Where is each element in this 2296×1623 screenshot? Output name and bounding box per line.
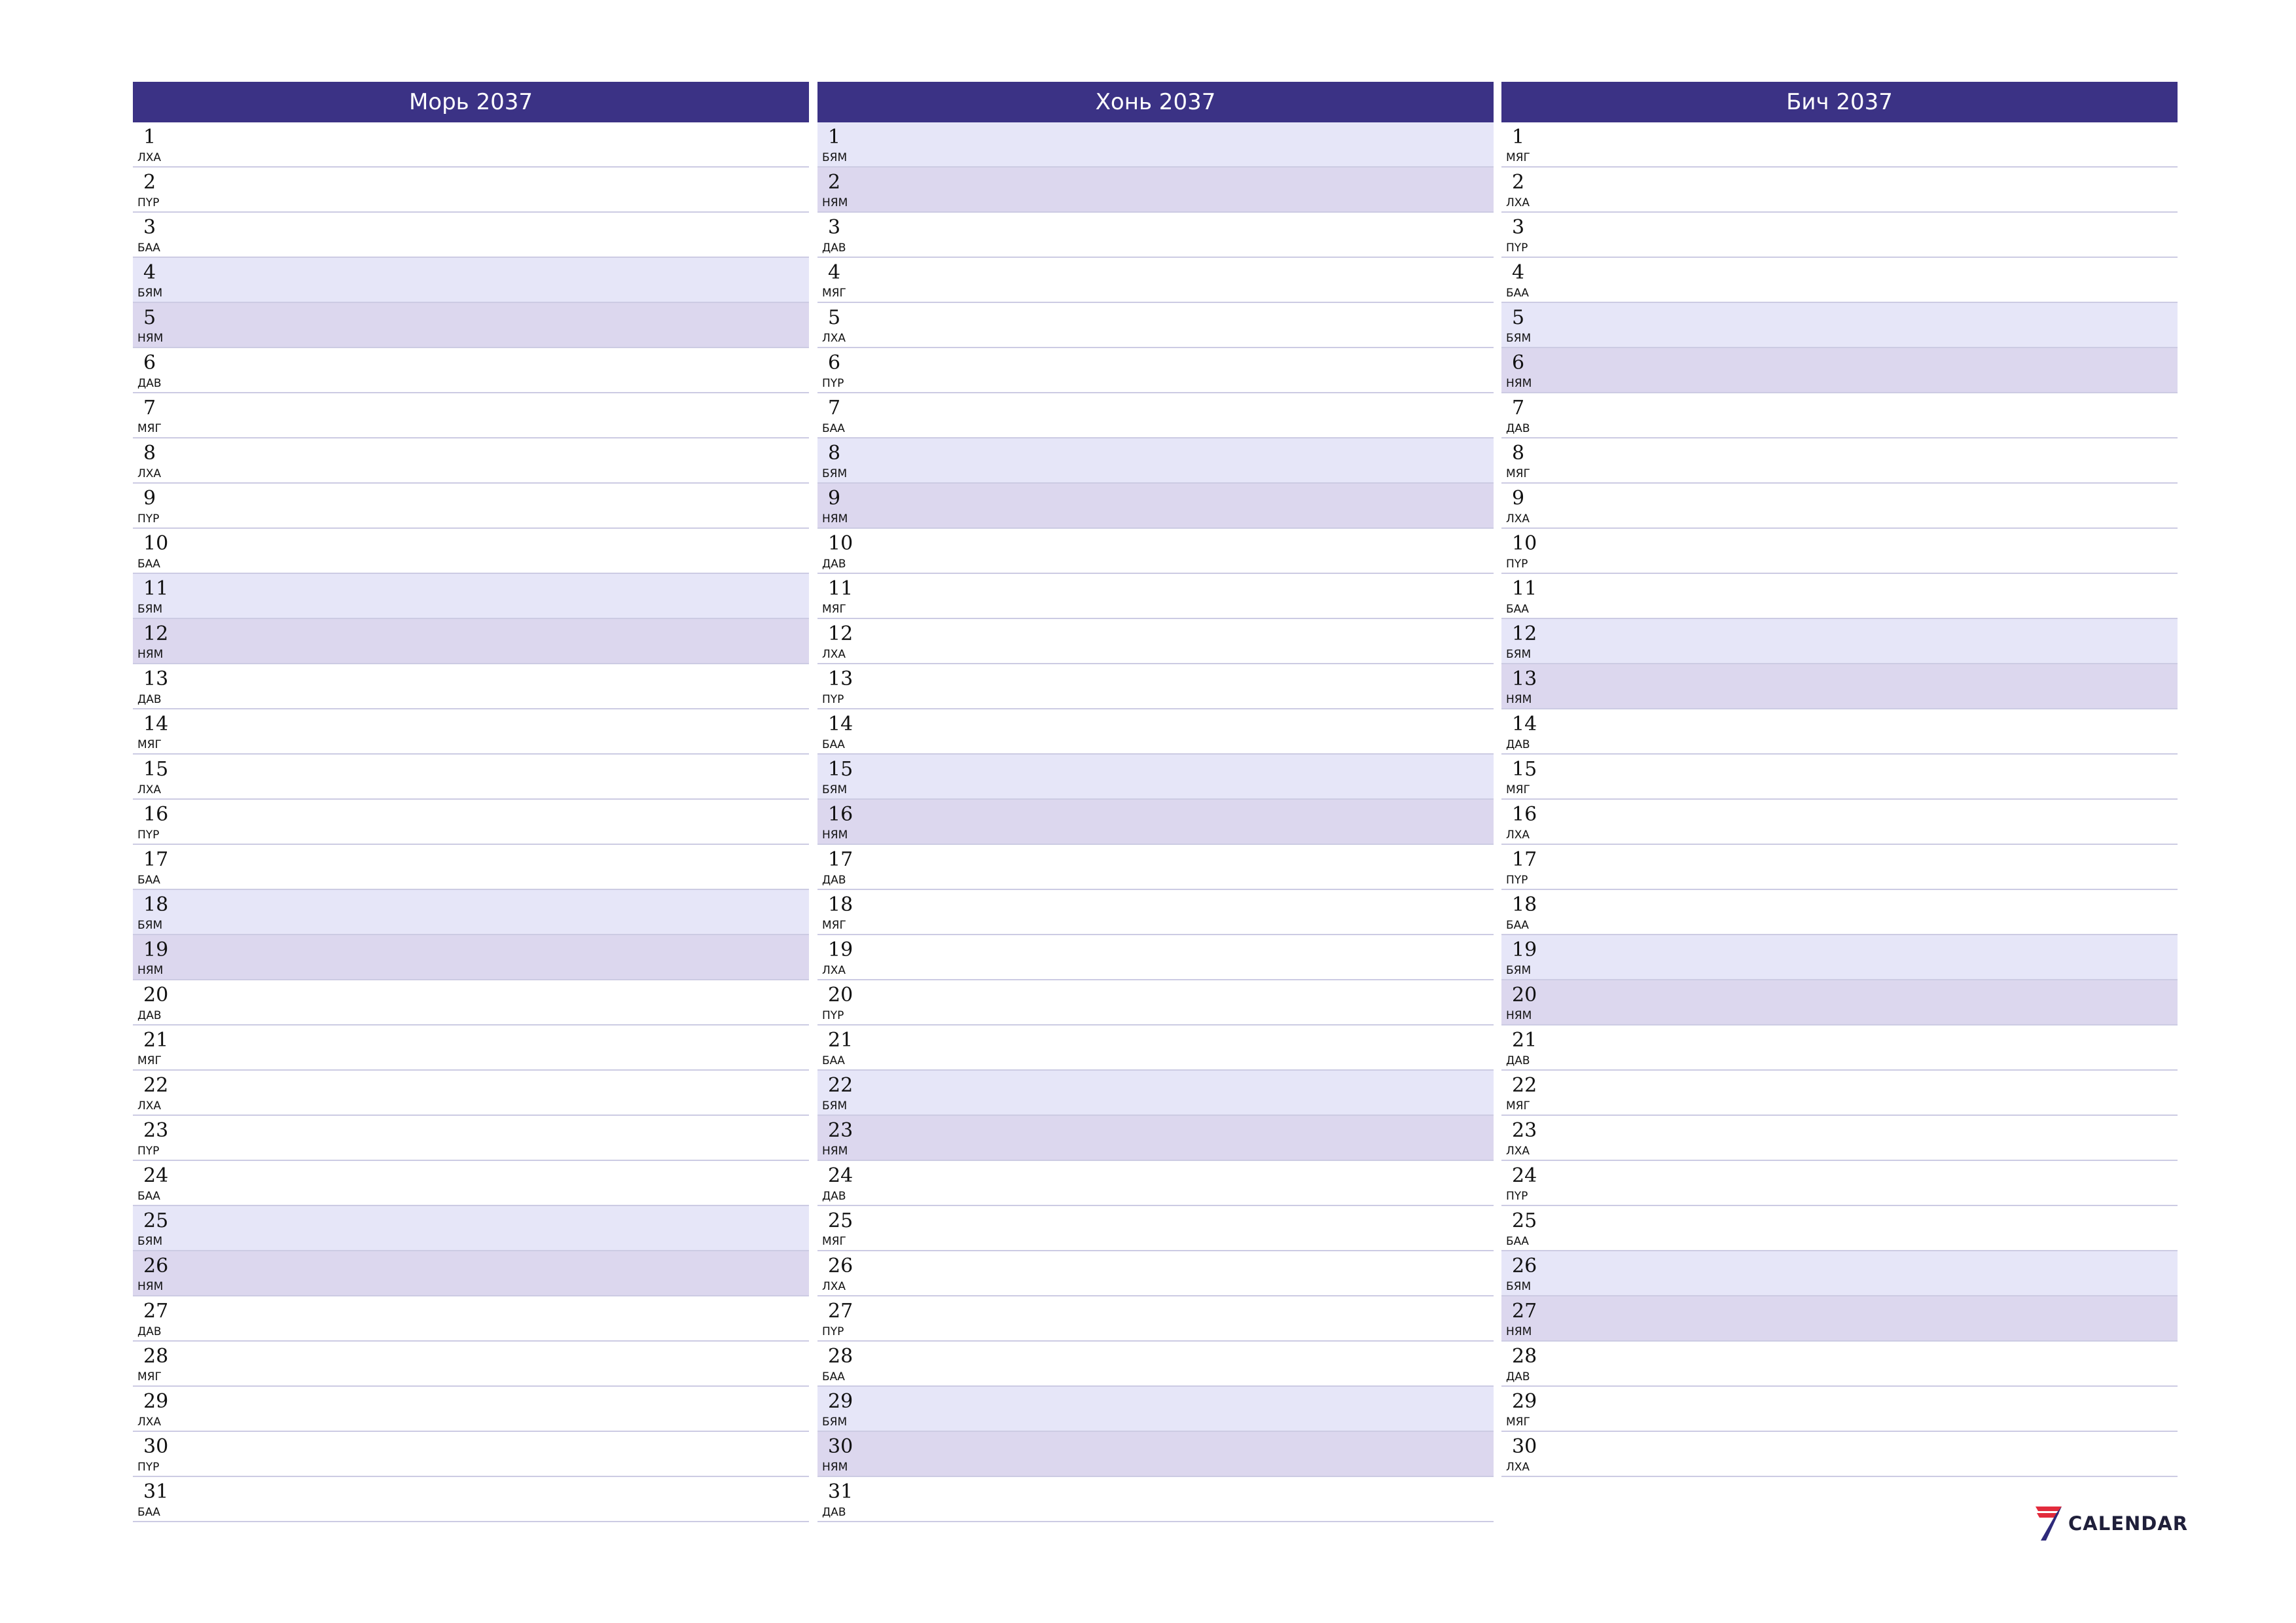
day-row (817, 1432, 1494, 1477)
day-row (817, 619, 1494, 664)
day-row (133, 890, 809, 935)
weekday-name: НЯМ (1506, 1325, 1532, 1338)
day-row (1501, 168, 2178, 213)
weekday-name: БЯМ (137, 287, 163, 300)
weekday-name: НЯМ (1506, 693, 1532, 706)
day-number: 10 (1512, 532, 1537, 555)
month-column-2 (817, 82, 1494, 1522)
weekday-name: БЯМ (822, 467, 848, 480)
day-number: 10 (828, 532, 853, 555)
day-number: 15 (143, 758, 169, 781)
day-number: 31 (828, 1480, 853, 1503)
weekday-name: ДАВ (137, 1325, 162, 1338)
weekday-name: ДАВ (1506, 422, 1530, 435)
weekday-name: ПҮР (1506, 874, 1528, 887)
day-row (1501, 1116, 2178, 1161)
day-row (1501, 574, 2178, 619)
month-column-1 (133, 82, 809, 1522)
weekday-name: ДАВ (137, 377, 162, 390)
weekday-name: ЛХА (1506, 196, 1530, 209)
day-number: 21 (828, 1029, 853, 1052)
weekday-name: ПҮР (137, 512, 160, 526)
weekday-name: ЛХА (1506, 829, 1530, 842)
day-row (133, 1071, 809, 1116)
weekday-name: ЛХА (822, 964, 846, 977)
day-number: 21 (143, 1029, 169, 1052)
day-row (817, 1296, 1494, 1342)
weekday-name: БЯМ (137, 919, 163, 932)
day-number: 23 (1512, 1119, 1537, 1142)
weekday-name: БАА (822, 1370, 845, 1383)
weekday-name: НЯМ (1506, 377, 1532, 390)
day-row (1501, 393, 2178, 438)
day-number: 20 (1512, 984, 1537, 1007)
day-row (1501, 800, 2178, 845)
day-row (817, 1116, 1494, 1161)
weekday-name: БЯМ (822, 151, 848, 164)
day-row (133, 348, 809, 393)
day-number: 23 (143, 1119, 169, 1142)
day-number: 26 (143, 1255, 169, 1277)
weekday-name: БЯМ (137, 603, 163, 616)
day-number: 29 (828, 1390, 853, 1413)
weekday-name: БЯМ (1506, 648, 1532, 661)
day-row (133, 1432, 809, 1477)
weekday-name: ПҮР (1506, 241, 1528, 255)
day-row (817, 213, 1494, 258)
day-number: 5 (828, 306, 841, 329)
weekday-name: МЯГ (1506, 1416, 1530, 1429)
day-row (133, 1477, 809, 1522)
day-number: 24 (1512, 1164, 1537, 1187)
day-number: 1 (143, 126, 156, 149)
day-row (1501, 213, 2178, 258)
day-row (1501, 980, 2178, 1026)
weekday-name: ЛХА (822, 332, 846, 345)
day-row (133, 709, 809, 755)
weekday-name: МЯГ (137, 738, 162, 751)
weekday-name: НЯМ (137, 332, 164, 345)
day-number: 8 (828, 442, 841, 465)
weekday-name: ЛХА (137, 783, 162, 796)
day-row (1501, 709, 2178, 755)
day-row (1501, 258, 2178, 303)
day-row (1501, 755, 2178, 800)
day-row (1501, 122, 2178, 168)
day-number: 14 (828, 713, 853, 736)
day-row (133, 1206, 809, 1251)
day-row (817, 484, 1494, 529)
day-number: 13 (828, 668, 853, 690)
day-number: 27 (143, 1300, 169, 1323)
day-number: 16 (143, 803, 169, 826)
weekday-name: ПҮР (137, 1461, 160, 1474)
day-row (133, 1342, 809, 1387)
day-number: 16 (828, 803, 853, 826)
day-number: 20 (143, 984, 169, 1007)
day-number: 17 (143, 848, 169, 871)
weekday-name: БАА (137, 1506, 160, 1519)
day-number: 14 (1512, 713, 1537, 736)
weekday-name: БАА (137, 558, 160, 571)
day-row (817, 1026, 1494, 1071)
day-number: 12 (1512, 622, 1537, 645)
day-list (817, 122, 1494, 1522)
day-row (133, 1251, 809, 1296)
day-number: 2 (828, 171, 841, 194)
day-row (133, 168, 809, 213)
weekday-name: МЯГ (1506, 1099, 1530, 1113)
day-row (133, 755, 809, 800)
seven-logo-icon (2033, 1505, 2064, 1542)
weekday-name: ДАВ (1506, 738, 1530, 751)
day-number: 18 (828, 893, 853, 916)
day-row (1501, 348, 2178, 393)
weekday-name: БЯМ (137, 1235, 163, 1248)
day-number: 7 (828, 397, 841, 419)
day-number: 30 (828, 1435, 853, 1458)
day-number: 4 (828, 261, 841, 284)
weekday-name: ДАВ (137, 693, 162, 706)
day-row (817, 1206, 1494, 1251)
day-row (1501, 1432, 2178, 1477)
weekday-name: ДАВ (1506, 1370, 1530, 1383)
weekday-name: БАА (137, 241, 160, 255)
day-number: 3 (143, 216, 156, 239)
weekday-name: ДАВ (822, 1190, 846, 1203)
weekday-name: НЯМ (822, 1461, 848, 1474)
day-row (817, 348, 1494, 393)
weekday-name: БЯМ (822, 1099, 848, 1113)
day-number: 3 (1512, 216, 1525, 239)
weekday-name: ЛХА (137, 467, 162, 480)
day-number: 1 (828, 126, 841, 149)
day-number: 12 (143, 622, 169, 645)
day-row (1501, 1251, 2178, 1296)
day-row (817, 574, 1494, 619)
day-row (133, 1387, 809, 1432)
day-row (1501, 1071, 2178, 1116)
day-number: 24 (143, 1164, 169, 1187)
day-row (133, 122, 809, 168)
day-number: 27 (828, 1300, 853, 1323)
day-row (1501, 619, 2178, 664)
weekday-name: МЯГ (1506, 151, 1530, 164)
weekday-name: НЯМ (137, 964, 164, 977)
day-number: 8 (1512, 442, 1525, 465)
day-row (133, 619, 809, 664)
day-row (1501, 438, 2178, 484)
month-header: Хонь 2037 (817, 82, 1494, 122)
weekday-name: БЯМ (822, 1416, 848, 1429)
day-row (1501, 1026, 2178, 1071)
day-row (133, 935, 809, 980)
day-row (817, 303, 1494, 348)
day-number: 27 (1512, 1300, 1537, 1323)
day-number: 11 (828, 577, 853, 600)
weekday-name: ДАВ (822, 241, 846, 255)
day-row (133, 1161, 809, 1206)
weekday-name: БЯМ (1506, 1280, 1532, 1293)
weekday-name: МЯГ (137, 1054, 162, 1067)
brand-logo (2033, 1504, 2188, 1543)
weekday-name: ЛХА (1506, 512, 1530, 526)
day-number: 22 (143, 1074, 169, 1097)
day-number: 15 (828, 758, 853, 781)
day-number: 22 (828, 1074, 853, 1097)
weekday-name: ЛХА (822, 648, 846, 661)
day-number: 13 (1512, 668, 1537, 690)
day-row (817, 800, 1494, 845)
logo-text: CALENDAR (2068, 1512, 2189, 1535)
day-list (1501, 122, 2178, 1477)
day-row (817, 1387, 1494, 1432)
day-number: 28 (143, 1345, 169, 1368)
day-row (133, 303, 809, 348)
day-number: 30 (143, 1435, 169, 1458)
weekday-name: БЯМ (822, 783, 848, 796)
day-number: 17 (1512, 848, 1537, 871)
weekday-name: ЛХА (137, 1099, 162, 1113)
day-number: 7 (1512, 397, 1525, 419)
weekday-name: НЯМ (137, 1280, 164, 1293)
weekday-name: МЯГ (137, 422, 162, 435)
day-number: 22 (1512, 1074, 1537, 1097)
day-number: 29 (143, 1390, 169, 1413)
day-number: 1 (1512, 126, 1525, 149)
day-row (817, 890, 1494, 935)
day-number: 9 (143, 487, 156, 510)
day-row (817, 258, 1494, 303)
weekday-name: МЯГ (822, 287, 846, 300)
weekday-name: БАА (822, 422, 845, 435)
weekday-name: ДАВ (822, 1506, 846, 1519)
weekday-name: БАА (1506, 1235, 1529, 1248)
weekday-name: БАА (137, 1190, 160, 1203)
weekday-name: БАА (822, 1054, 845, 1067)
day-row (817, 709, 1494, 755)
day-number: 29 (1512, 1390, 1537, 1413)
weekday-name: ЛХА (1506, 1461, 1530, 1474)
day-number: 15 (1512, 758, 1537, 781)
weekday-name: ПҮР (1506, 558, 1528, 571)
day-row (1501, 1206, 2178, 1251)
day-row (133, 1296, 809, 1342)
day-row (1501, 529, 2178, 574)
day-number: 4 (143, 261, 156, 284)
weekday-name: НЯМ (822, 829, 848, 842)
day-number: 26 (1512, 1255, 1537, 1277)
weekday-name: БАА (1506, 603, 1529, 616)
day-number: 25 (143, 1209, 169, 1232)
day-number: 30 (1512, 1435, 1537, 1458)
weekday-name: БАА (822, 738, 845, 751)
day-row (133, 393, 809, 438)
weekday-name: ЛХА (137, 1416, 162, 1429)
weekday-name: БЯМ (1506, 964, 1532, 977)
day-row (133, 800, 809, 845)
day-row (133, 574, 809, 619)
day-number: 2 (1512, 171, 1525, 194)
day-row (1501, 1161, 2178, 1206)
day-row (817, 755, 1494, 800)
weekday-name: БАА (1506, 287, 1529, 300)
weekday-name: МЯГ (1506, 783, 1530, 796)
day-list (133, 122, 809, 1522)
day-number: 28 (1512, 1345, 1537, 1368)
day-number: 24 (828, 1164, 853, 1187)
day-number: 20 (828, 984, 853, 1007)
day-row (1501, 1342, 2178, 1387)
weekday-name: ПҮР (137, 1145, 160, 1158)
weekday-name: ЛХА (1506, 1145, 1530, 1158)
day-number: 16 (1512, 803, 1537, 826)
weekday-name: ДАВ (1506, 1054, 1530, 1067)
day-number: 6 (828, 351, 841, 374)
day-row (133, 258, 809, 303)
day-number: 23 (828, 1119, 853, 1142)
day-number: 19 (828, 938, 853, 961)
weekday-name: МЯГ (1506, 467, 1530, 480)
day-number: 14 (143, 713, 169, 736)
weekday-name: ПҮР (137, 196, 160, 209)
day-row (133, 1116, 809, 1161)
day-number: 28 (828, 1345, 853, 1368)
day-number: 17 (828, 848, 853, 871)
day-number: 21 (1512, 1029, 1537, 1052)
weekday-name: БАА (1506, 919, 1529, 932)
day-row (1501, 664, 2178, 709)
day-number: 2 (143, 171, 156, 194)
weekday-name: ДАВ (822, 874, 846, 887)
day-row (1501, 1296, 2178, 1342)
weekday-name: БАА (137, 874, 160, 887)
day-row (817, 122, 1494, 168)
weekday-name: НЯМ (137, 648, 164, 661)
day-row (1501, 890, 2178, 935)
day-row (817, 393, 1494, 438)
day-row (817, 1161, 1494, 1206)
day-row (1501, 935, 2178, 980)
month-header: Бич 2037 (1501, 82, 2178, 122)
day-row (133, 438, 809, 484)
day-row (1501, 1387, 2178, 1432)
day-number: 4 (1512, 261, 1525, 284)
day-number: 11 (143, 577, 169, 600)
day-number: 19 (143, 938, 169, 961)
weekday-name: МЯГ (822, 1235, 846, 1248)
day-number: 11 (1512, 577, 1537, 600)
day-row (1501, 484, 2178, 529)
day-number: 13 (143, 668, 169, 690)
month-column-3 (1501, 82, 2178, 1477)
weekday-name: ДАВ (822, 558, 846, 571)
day-row (817, 845, 1494, 890)
weekday-name: ПҮР (822, 377, 844, 390)
day-number: 10 (143, 532, 169, 555)
weekday-name: ЛХА (822, 1280, 846, 1293)
day-number: 3 (828, 216, 841, 239)
day-row (133, 1026, 809, 1071)
day-number: 5 (1512, 306, 1525, 329)
day-row (133, 980, 809, 1026)
day-row (133, 484, 809, 529)
weekday-name: ПҮР (822, 693, 844, 706)
day-number: 19 (1512, 938, 1537, 961)
day-row (817, 529, 1494, 574)
weekday-name: ЛХА (137, 151, 162, 164)
day-number: 25 (828, 1209, 853, 1232)
weekday-name: НЯМ (822, 1145, 848, 1158)
day-number: 31 (143, 1480, 169, 1503)
day-row (817, 1071, 1494, 1116)
weekday-name: БЯМ (1506, 332, 1532, 345)
day-row (817, 664, 1494, 709)
day-number: 18 (143, 893, 169, 916)
day-number: 12 (828, 622, 853, 645)
day-row (817, 980, 1494, 1026)
day-row (817, 935, 1494, 980)
day-row (817, 1342, 1494, 1387)
weekday-name: МЯГ (137, 1370, 162, 1383)
weekday-name: ПҮР (137, 829, 160, 842)
weekday-name: ПҮР (822, 1009, 844, 1022)
weekday-name: МЯГ (822, 603, 846, 616)
weekday-name: НЯМ (822, 512, 848, 526)
day-number: 9 (828, 487, 841, 510)
day-number: 8 (143, 442, 156, 465)
day-row (817, 438, 1494, 484)
day-row (133, 664, 809, 709)
day-row (1501, 845, 2178, 890)
day-row (133, 213, 809, 258)
day-number: 5 (143, 306, 156, 329)
weekday-name: ДАВ (137, 1009, 162, 1022)
day-number: 9 (1512, 487, 1525, 510)
day-number: 6 (1512, 351, 1525, 374)
weekday-name: ПҮР (822, 1325, 844, 1338)
weekday-name: НЯМ (822, 196, 848, 209)
day-number: 26 (828, 1255, 853, 1277)
day-row (133, 845, 809, 890)
day-number: 6 (143, 351, 156, 374)
day-row (817, 168, 1494, 213)
weekday-name: МЯГ (822, 919, 846, 932)
day-row (133, 529, 809, 574)
day-number: 7 (143, 397, 156, 419)
day-row (817, 1251, 1494, 1296)
day-row (1501, 303, 2178, 348)
weekday-name: ПҮР (1506, 1190, 1528, 1203)
month-header: Морь 2037 (133, 82, 809, 122)
weekday-name: НЯМ (1506, 1009, 1532, 1022)
day-row (817, 1477, 1494, 1522)
day-number: 18 (1512, 893, 1537, 916)
day-number: 25 (1512, 1209, 1537, 1232)
